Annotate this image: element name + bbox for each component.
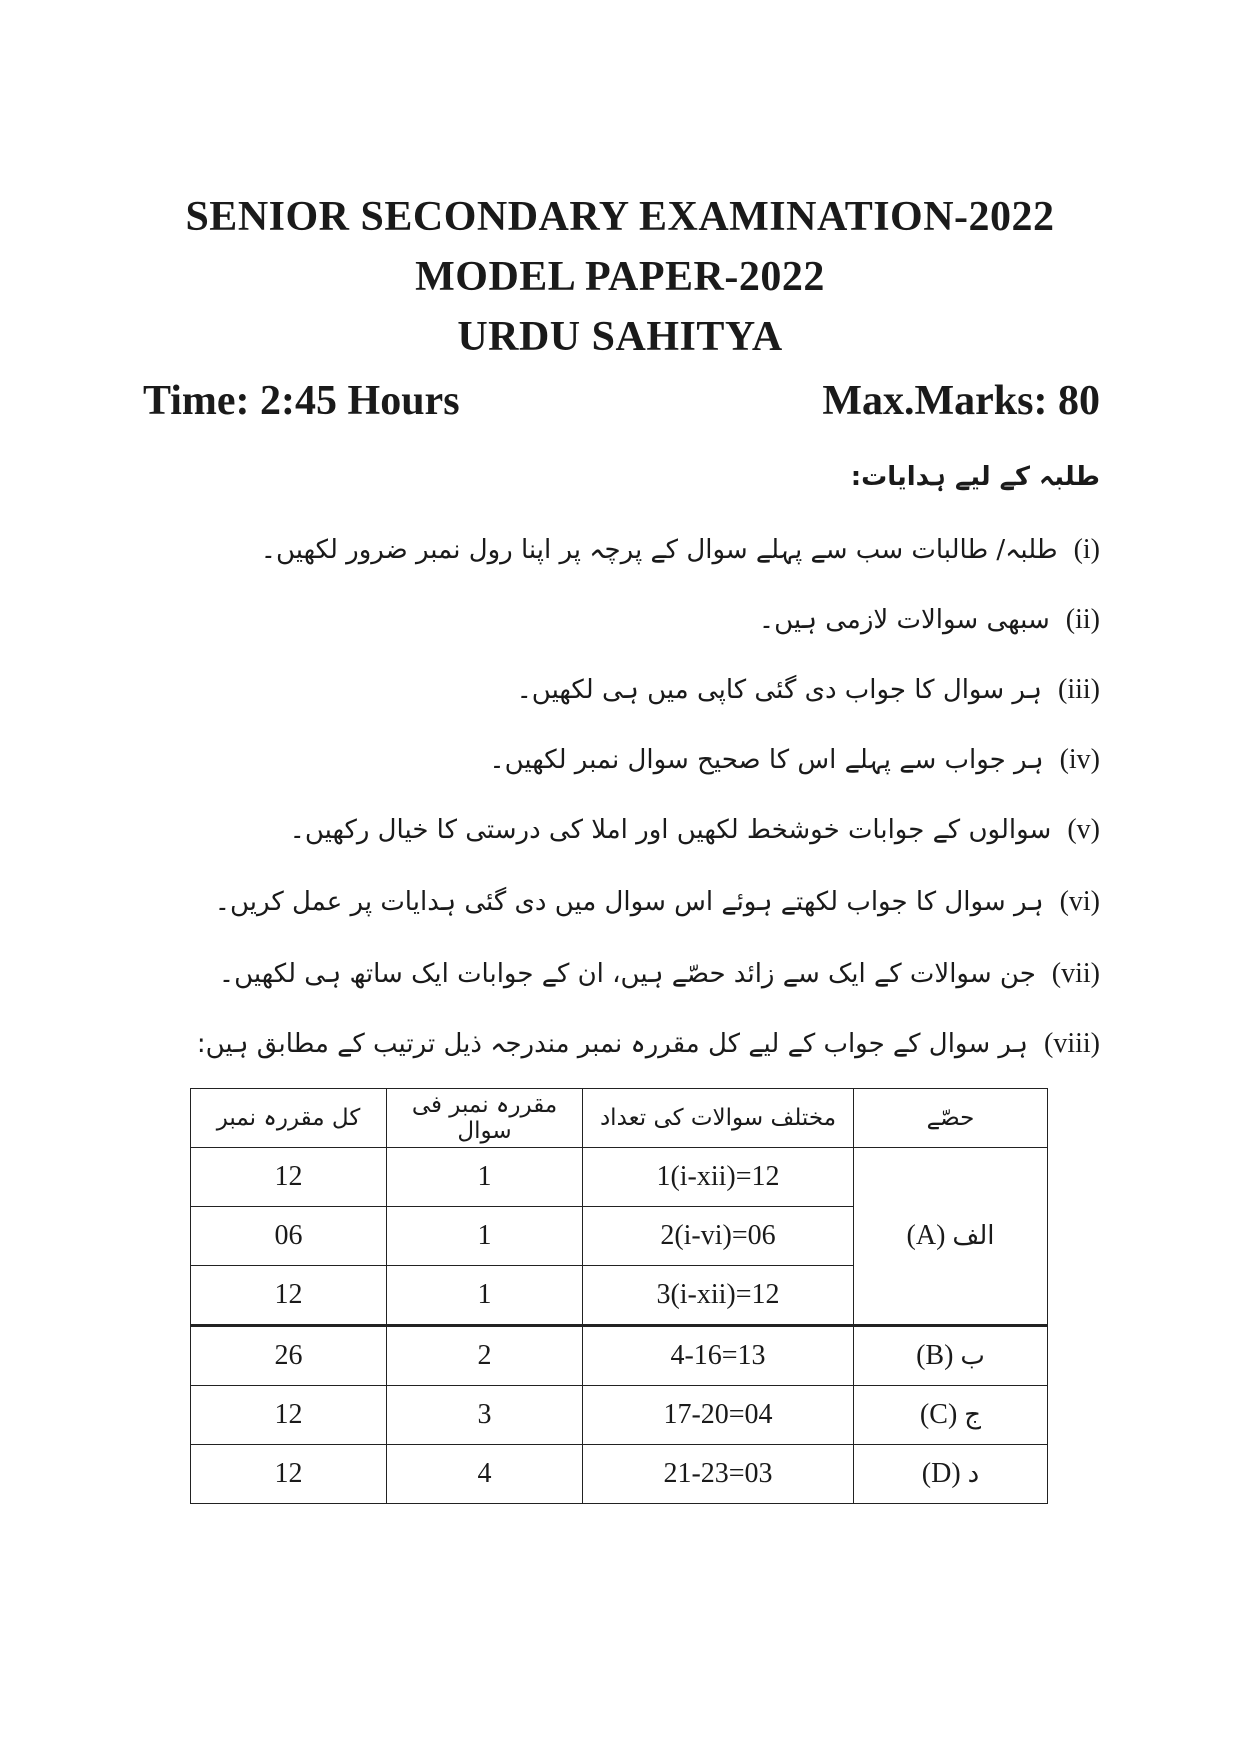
max-marks: Max.Marks: 80 xyxy=(822,378,1100,424)
table-row xyxy=(191,1445,1048,1504)
total-marks-cell: 12 xyxy=(191,1148,387,1207)
section-d-cell xyxy=(854,1445,1048,1504)
instruction-text: سوالوں کے جوابات خوشخط لکھیں اور املا کی درستی کا خیال رکھیں۔ xyxy=(289,815,1052,845)
section-a-cell xyxy=(854,1148,1048,1326)
question-count-cell: 21-23=03 xyxy=(583,1445,854,1504)
marks-distribution-table xyxy=(190,1088,1048,1504)
instruction-text: طلبہ/ طالبات سب سے پہلے سوال کے پرچہ پر اپنا رول نمبر ضرور لکھیں۔ xyxy=(260,535,1058,565)
table-row xyxy=(191,1148,1048,1207)
question-count-cell: 3(i-xii)=12 xyxy=(583,1266,854,1326)
instruction-item xyxy=(517,670,1100,710)
section-label-latin: (D) xyxy=(921,1458,961,1489)
question-count-cell: 17-20=04 xyxy=(583,1386,854,1445)
instruction-item xyxy=(219,954,1100,994)
total-marks-cell: 12 xyxy=(191,1266,387,1326)
marks-per-question-cell: 3 xyxy=(387,1386,583,1445)
instruction-text: جن سوالات کے ایک سے زائد حصّے ہیں، ان کے جوابات ایک ساتھ ہی لکھیں۔ xyxy=(218,959,1036,989)
instruction-item xyxy=(290,810,1100,850)
instruction-text: ہر جواب سے پہلے اس کا صحیح سوال نمبر لکھیں۔ xyxy=(489,745,1044,775)
total-marks-cell: 12 xyxy=(191,1445,387,1504)
instruction-number: (iv) xyxy=(1059,744,1100,775)
instructions-heading: طلبہ کے لیے ہدایات: xyxy=(850,462,1100,492)
header-marks-per-question: مقررہ نمبر فی سوال xyxy=(387,1089,583,1148)
marks-per-question-cell: 2 xyxy=(387,1326,583,1386)
table-row xyxy=(191,1386,1048,1445)
question-count-cell: 2(i-vi)=06 xyxy=(583,1207,854,1266)
instruction-text: سبھی سوالات لازمی ہیں۔ xyxy=(758,605,1050,635)
header-question-count: مختلف سوالات کی تعداد xyxy=(583,1089,854,1148)
instruction-item xyxy=(759,600,1100,640)
total-marks-cell: 26 xyxy=(191,1326,387,1386)
section-b-cell xyxy=(854,1326,1048,1386)
header-section: حصّے xyxy=(854,1089,1048,1148)
instruction-number: (ii) xyxy=(1065,604,1100,635)
header-total-marks: کل مقررہ نمبر xyxy=(191,1089,387,1148)
instruction-text: ہر سوال کا جواب دی گئی کاپی میں ہی لکھیں۔ xyxy=(516,675,1042,705)
section-label-urdu: ج xyxy=(964,1400,982,1430)
instruction-text: ہر سوال کے جواب کے لیے کل مقررہ نمبر مندرجہ ذیل ترتیب کے مطابق ہیں: xyxy=(196,1029,1028,1059)
instruction-number: (vi) xyxy=(1059,886,1100,917)
question-count-cell: 1(i-xii)=12 xyxy=(583,1148,854,1207)
marks-per-question-cell: 1 xyxy=(387,1266,583,1326)
paper-title: MODEL PAPER-2022 xyxy=(415,254,825,300)
section-label-urdu: ب xyxy=(960,1341,985,1371)
section-label-urdu: د xyxy=(967,1459,980,1489)
instruction-number: (vii) xyxy=(1051,958,1100,989)
instruction-item xyxy=(261,530,1100,570)
section-label-latin: (C) xyxy=(919,1399,958,1430)
total-marks-cell: 12 xyxy=(191,1386,387,1445)
instruction-number: (iii) xyxy=(1058,674,1100,705)
section-label-latin: (A) xyxy=(906,1220,946,1251)
section-label-latin: (B) xyxy=(916,1340,954,1371)
marks-per-question-cell: 1 xyxy=(387,1207,583,1266)
time-allowed: Time: 2:45 Hours xyxy=(143,378,460,424)
total-marks-cell: 06 xyxy=(191,1207,387,1266)
instruction-item xyxy=(197,1024,1100,1064)
section-label-urdu: الف xyxy=(952,1221,995,1251)
instruction-item xyxy=(489,740,1100,780)
question-count-cell: 4-16=13 xyxy=(583,1326,854,1386)
marks-per-question-cell: 1 xyxy=(387,1148,583,1207)
instruction-number: (v) xyxy=(1067,814,1100,845)
subject-title: URDU SAHITYA xyxy=(457,314,783,360)
exam-title: SENIOR SECONDARY EXAMINATION-2022 xyxy=(185,194,1055,240)
table-header-row xyxy=(191,1089,1048,1148)
section-c-cell xyxy=(854,1386,1048,1445)
instruction-number: (i) xyxy=(1073,534,1100,565)
instruction-number: (viii) xyxy=(1044,1028,1100,1059)
marks-per-question-cell: 4 xyxy=(387,1445,583,1504)
instruction-item xyxy=(215,882,1100,922)
table-row xyxy=(191,1326,1048,1386)
instruction-text: ہر سوال کا جواب لکھتے ہوئے اس سوال میں دی گئی ہدایات پر عمل کریں۔ xyxy=(214,887,1044,917)
